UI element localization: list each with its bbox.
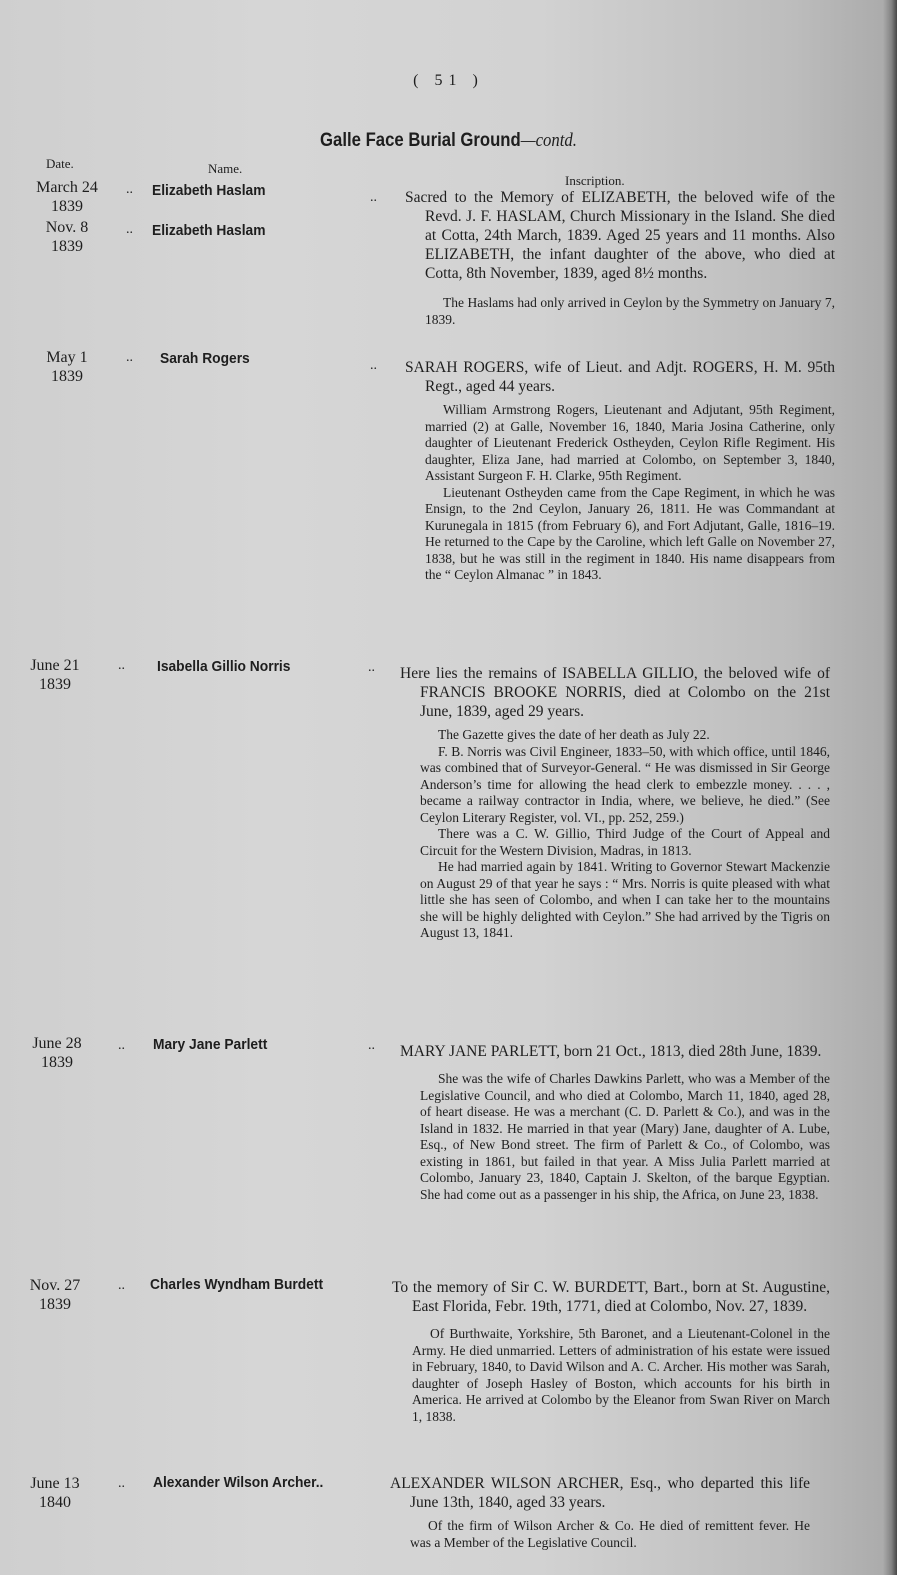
inscription [405,188,835,328]
entry-date: June 21 1839 [30,657,80,693]
title-suffix: —contd. [520,130,577,151]
column-header-date: Date. [46,156,74,171]
column-header-name: Name. [208,161,243,176]
entry-date: Nov. 27 1839 [29,1277,81,1313]
inscription [400,1042,830,1203]
leader-dots: .. [118,1476,125,1491]
inscription-text: Sacred to the Memory of ELIZABETH, the beloved wife of the Revd. J. F. HASLAM, Church Missionary in the Island. She died at Cotta, 24th March, 1839. Aged 25 years and 11 months. Also ELIZABETH, the infant daughter of the above, who died at Cotta, 8th November, 1839, aged 8½ months. [405,189,835,282]
entry-name: Sarah Rogers [160,350,250,367]
leader-dots: .. [118,658,125,673]
entry-name: Mary Jane Parlett [153,1036,268,1053]
entry-date-secondary: Nov. 8 1839 [45,219,89,255]
inscription [390,1474,810,1551]
entry-date: May 1 1839 [46,349,88,385]
leader-dots: .. [126,182,133,197]
inscription-text: To the memory of Sir C. W. BURDETT, Bart., born at St. Augustine, East Florida, Febr. 19th, 1771, died at Colombo, Nov. 27, 1839. [392,1279,830,1315]
title-text: Galle Face Burial Ground [320,130,521,151]
inscription-text: ALEXANDER WILSON ARCHER, Esq., who departed this life June 13th, 1840, aged 33 years. [390,1475,810,1511]
leader-dots: .. [370,190,377,205]
entry-date: March 24 1839 [36,179,98,215]
editor-note: The Haslams had only arrived in Ceylon by the Symmetry on January 7, 1839. [425,295,835,327]
inscription-text: MARY JANE PARLETT, born 21 Oct., 1813, died 28th June, 1839. [400,1043,822,1060]
entry-date: June 28 1839 [32,1035,82,1071]
entry-name: Elizabeth Haslam [152,182,266,199]
editor-note: The Gazette gives the date of her death as July 22. F. B. Norris was Civil Engineer, 1833–50, with which office, until 1846, was combined that of Surveyor-General. “ He was dismissed in Sir George Anderson’s time for allowing the head clerk to embezzle money. . . . , became a railway contractor in India, where, we believe, he died.” (See Ceylon Literary Register, vol. VI., pp. 252, 259.) There was a C. W. Gillio, Third Judge of the Court of Appeal and Circuit for the Western Division, Madras, in 1813. He had married again by 1841. Writing to Governor Stewart Mackenzie on August 29 of that year he says : “ Mrs. Norris is quite pleased with what little she has seen of Colombo, and when I can take her to the mountains she will be highly delighted with Ceylon.” She had arrived by the Tigris on August 13, 1841. [420,727,830,940]
leader-dots: .. [368,660,375,675]
leader-dots: .. [118,1038,125,1053]
page-edge-shadow [883,0,897,1575]
leader-dots: .. [118,1278,125,1293]
editor-note: William Armstrong Rogers, Lieutenant and Adjutant, 95th Regiment, married (2) at Galle, November 16, 1840, Maria Josina Catherine, only daughter of Lieutenant Frederick Ostheyden, Ceylon Rifle Regiment. His daughter, Eliza Jane, had married at Colombo, on September 3, 1840, Assistant Surgeon F. H. Clarke, 95th Regiment. Lieutenant Ostheyden came from the Cape Regiment, in which he was Ensign, to the 2nd Ceylon, January 26, 1811. He was Commandant at Kurunegala in 1815 (from February 6), and Fort Adjutant, Galle, 1816–19. He returned to the Cape by the Caroline, which left Galle on November 27, 1838, but he was still in the regiment in 1840. His name disappears from the “ Ceylon Almanac ” in 1843. [425,402,835,582]
leader-dots: .. [370,358,377,373]
entry-date: June 13 1840 [30,1475,80,1511]
page-title [54,130,843,152]
column-header-inscription: Inscription. [565,173,625,188]
entry-name: Isabella Gillio Norris [157,658,291,675]
inscription [405,358,835,584]
entry-name-secondary: Elizabeth Haslam [152,222,266,239]
editor-note: She was the wife of Charles Dawkins Parlett, who was a Member of the Legislative Council, and who died at Colombo, March 11, 1840, aged 28, of heart disease. He was a merchant (C. D. Parlett & Co.), and was in the Island in 1832. He married in that year (Mary) Jane, daughter of A. Lube, Esq., of New Bond street. The firm of Parlett & Co., of Colombo, was existing in 1861, but failed in that year. A Miss Julia Parlett married at Colombo, January 23, 1840, Captain J. Skelton, of the barque Egyptian. She had come out as a passenger in his ship, the Africa, on June 23, 1838. [420,1071,830,1202]
inscription-text: Here lies the remains of ISABELLA GILLIO, the beloved wife of FRANCIS BROOKE NORRIS, died at Colombo on the 21st June, 1839, aged 29 years. [400,665,830,720]
entry-name: Alexander Wilson Archer.. [153,1474,324,1491]
leader-dots: .. [126,350,133,365]
inscription [392,1278,830,1425]
leader-dots: .. [368,1038,375,1053]
inscription [400,664,830,942]
leader-dots: .. [126,222,133,237]
page-number: ( 51 ) [413,72,484,89]
editor-note: Of the firm of Wilson Archer & Co. He died of remittent fever. He was a Member of the Legislative Council. [410,1518,810,1550]
inscription-text: SARAH ROGERS, wife of Lieut. and Adjt. ROGERS, H. M. 95th Regt., aged 44 years. [405,359,835,395]
editor-note: Of Burthwaite, Yorkshire, 5th Baronet, and a Lieutenant-Colonel in the Army. He died unmarried. Letters of administration of his estate were issued in February, 1840, to David Wilson and A. C. Archer. His mother was Sarah, daughter of Joseph Hasley of Boston, which accounts for his birth in America. He arrived at Colombo by the Eleanor from Swan River on March 1, 1838. [412,1326,830,1424]
entry-name: Charles Wyndham Burdett [150,1276,324,1293]
